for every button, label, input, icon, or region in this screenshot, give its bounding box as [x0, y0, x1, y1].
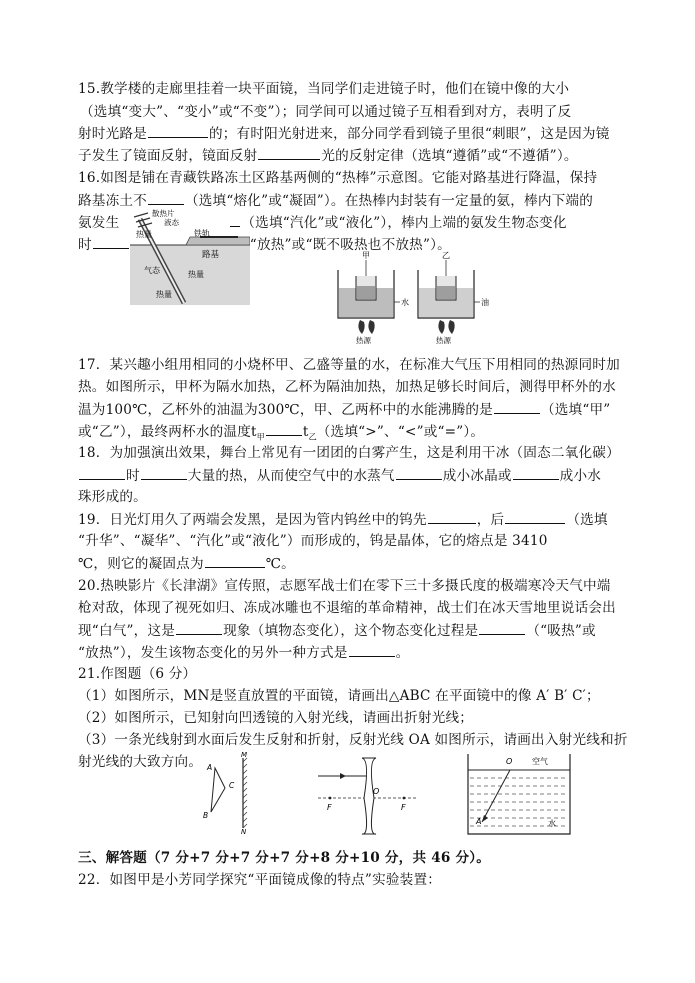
q21-part3-b: 射光线的大致方向。 — [78, 754, 203, 770]
mirror-n-label: N — [241, 828, 247, 834]
q16-line3: 氨发生 （选填“汽化”或“液化”），棒内上端的氨发生物态变化 — [78, 215, 567, 231]
water-surface-figure — [466, 752, 572, 836]
q15-line2: （选填“变大”、“变小”或“不变”）；同学间可以通过镜子互相看到对方，表明了反 — [80, 104, 572, 120]
q20-line4: “放热”），发生该物态变化的另外一种方式是 。 — [78, 645, 410, 661]
q15-line4: 子发生了镜面反射，镜面反射 光的反射定律（选填“遵循”或“不遵循”）。 — [78, 148, 578, 164]
q21-title: 21.作图题（6 分） — [78, 666, 197, 682]
focus-left-label: F — [327, 803, 332, 812]
water-label: 水 — [401, 298, 409, 307]
focus-right-label: F — [401, 803, 406, 812]
triangle-abc — [211, 768, 225, 812]
q17-line2: 热。如图所示，甲杯为隔水加热，乙杯为隔油加热，加热足够长时间后，测得甲杯外的水 — [78, 379, 616, 395]
q20-line3: 现“白气”，这是 现象（填物态变化），这个物态变化过程是 （“吸热”或 — [78, 623, 596, 639]
q19-line1: 19．日光灯用久了两端会发黑，是因为管内钨丝中的钨先 ，后 （选填 — [78, 512, 608, 528]
q18-line2: 时 大量的热，从而使空气中的水蒸气 成小冰晶或 成小水 — [78, 466, 601, 485]
optical-center-label: O — [373, 787, 380, 796]
liquid-state-label: 液态 — [164, 218, 179, 227]
q15-line1: 15.教学楼的走廊里挂着一块平面镜，当同学们走进镜子时，他们在镜中像的大小 — [78, 81, 570, 97]
heat-label-2: 热量 — [188, 270, 204, 279]
radiator-label: 散热片 — [152, 209, 175, 218]
oil-label: 油 — [481, 298, 489, 307]
q20-line2: 枪对敌，体现了视死如归、冻成冰雕也不退缩的革命精神，战士们在冰天雪地里说话会出 — [78, 600, 616, 616]
q19-line2: “升华”、“凝华”、“汽化”或“液化”）而形成的，钨是晶体，它的熔点是 3410 — [78, 533, 548, 549]
q17-line1: 17．某兴趣小组用相同的小烧杯甲、乙盛等量的水，在标准大气压下用相同的热源同时加 — [78, 357, 620, 373]
q16-line2: 路基冻土不 （选填“熔化”或“凝固”）。在热棒内封装有一定量的氨，棒内下端的 — [78, 193, 593, 209]
q18-line1: 18．为加强演出效果，舞台上常见有一团团的白雾产生，这是利用干冰（固态二氧化碳） — [78, 445, 620, 461]
q19-line3: ℃，则它的凝固点为 ℃。 — [78, 556, 295, 572]
point-o-label: O — [506, 757, 513, 766]
section3-title: 三、解答题（7 分+7 分+7 分+7 分+8 分+10 分，共 46 分）。 — [78, 850, 491, 866]
q20-line1: 20.热映影片《长津湖》宣传照，志愿军战士们在零下三十多摄氏度的极端寒冷天气中端 — [78, 578, 611, 594]
point-b-label: B — [203, 811, 209, 820]
beaker-figure — [330, 248, 490, 344]
heat-source-label-b: 热源 — [436, 336, 451, 344]
roadbed-label: 路基 — [202, 250, 220, 260]
q15-line3: 射时光路是 的；有时阳光射进来，部分同学看到镜子里很“刺眼”，这是因为镜 — [78, 126, 610, 142]
q18-line3: 珠形成的。 — [78, 489, 147, 505]
q21-part2: （2）如图所示，已知射向凹透镜的入射光线，请画出折射光线； — [78, 710, 474, 726]
beaker-b — [418, 251, 489, 344]
heat-source-label-a: 热源 — [356, 336, 371, 344]
q22-line1: 22．如图甲是小芳同学探究“平面镜成像的特点”实验装置： — [78, 872, 442, 888]
rail-label: 铁轨 — [194, 229, 210, 238]
gas-state-label: 气态 — [144, 266, 160, 275]
q21-part1: （1）如图所示，MN是竖直放置的平面镜，请画出△ABC 在平面镜中的像 A′ B′ C′； — [78, 688, 600, 704]
concave-lens — [362, 758, 376, 834]
q17-line4: 或“乙”），最终两杯水的温度$t_甲$ $t_乙$（选填“>”、“<”或“=”）。 — [78, 424, 485, 442]
heat-pipe-figure — [130, 207, 250, 305]
q16-line1: 16.如图是铺在青藏铁路冻土区路基两侧的“热棒”示意图。它能对路基进行降温，保持 — [78, 170, 598, 186]
beaker-a — [338, 251, 409, 344]
q17-line3: 温为100℃，乙杯外的油温为300℃，甲、乙两杯中的水能沸腾的是 （选填“甲” — [78, 402, 611, 418]
heat-label-3: 热量 — [156, 290, 172, 299]
point-a-label: A — [207, 763, 213, 772]
heat-label-1: 热量 — [136, 230, 152, 239]
cup-a-label: 甲 — [362, 251, 370, 260]
mirror-m-label: M — [241, 752, 248, 759]
water-label-fig3: 水 — [548, 819, 556, 828]
point-a-label-water: A — [476, 817, 482, 826]
q21-part3-a: （3）一条光线射到水面后发生反射和折射，反射光线 OA 如图所示，请画出入射光线和折 — [78, 732, 628, 748]
cup-b-label: 乙 — [442, 251, 450, 260]
q16-line4: 时 “放热”或“既不吸热也不放热”）。 — [78, 237, 451, 253]
mirror-triangle-figure — [195, 752, 275, 834]
air-label: 空气 — [532, 757, 548, 766]
concave-lens-figure — [318, 752, 418, 836]
point-c-label: C — [229, 781, 235, 790]
